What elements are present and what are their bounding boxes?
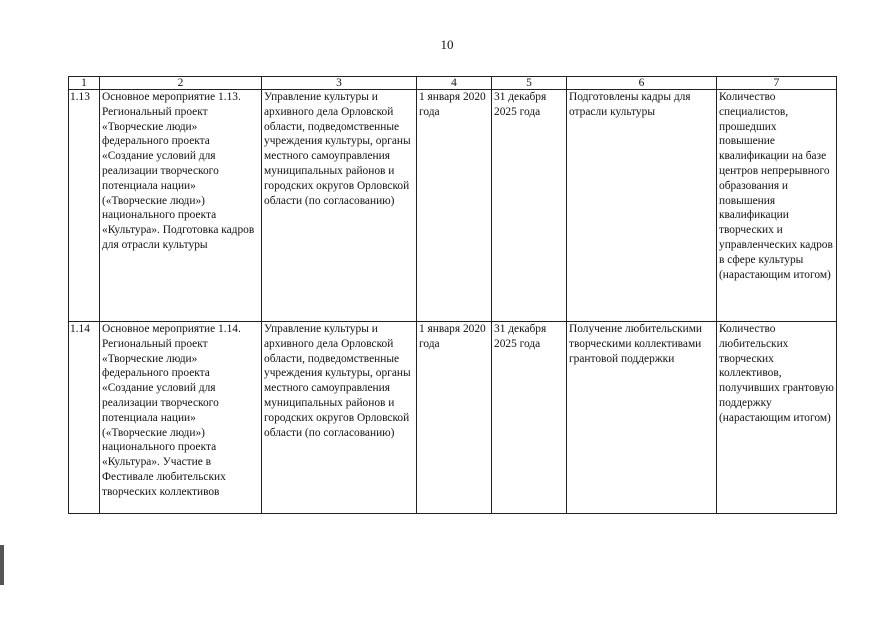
column-header: 3 — [262, 77, 417, 90]
result-cell: Получение любительскими творческими коллективами грантовой поддержки — [567, 322, 717, 514]
column-header: 2 — [100, 77, 262, 90]
start-date-cell: 1 января 2020 года — [417, 90, 492, 322]
row-number: 1.13 — [69, 90, 100, 322]
activities-table — [68, 76, 837, 514]
start-date-cell: 1 января 2020 года — [417, 322, 492, 514]
indicator-cell: Количество специалистов, прошедших повышение квалификации на базе центров непрерывного образования и повышения квалификации творческих и управленческих кадров в сфере культуры (нарастающим итогом) — [717, 90, 837, 322]
column-header: 5 — [492, 77, 567, 90]
header-row — [69, 77, 837, 90]
page-number: 10 — [440, 37, 454, 52]
end-date-cell: 31 декабря 2025 года — [492, 90, 567, 322]
event-cell: Основное мероприятие 1.14. Региональный проект «Творческие люди» федерального проекта «Создание условий для реализации творческого потенциала нации» («Творческие люди») национального проекта «Культура». Участие в Фестивале любительских творческих коллективов — [100, 322, 262, 514]
end-date-cell: 31 декабря 2025 года — [492, 322, 567, 514]
column-header: 6 — [567, 77, 717, 90]
row-number: 1.14 — [69, 322, 100, 514]
executor-cell: Управление культуры и архивного дела Орловской области, подведомственные учреждения культуры, органы местного самоуправления муниципальных районов и городских округов Орловской области (по согласованию) — [262, 90, 417, 322]
table-row — [69, 90, 837, 322]
result-cell: Подготовлены кадры для отрасли культуры — [567, 90, 717, 322]
table-row — [69, 322, 837, 514]
event-cell: Основное мероприятие 1.13. Региональный проект «Творческие люди» федерального проекта «Создание условий для реализации творческого потенциала нации» («Творческие люди») национального проекта «Культура». Подготовка кадров для отрасли культуры — [100, 90, 262, 322]
indicator-cell: Количество любительских творческих коллективов, получивших грантовую поддержку (нарастающим итогом) — [717, 322, 837, 514]
executor-cell: Управление культуры и архивного дела Орловской области, подведомственные учреждения культуры, органы местного самоуправления муниципальных районов и городских округов Орловской области (по согласованию) — [262, 322, 417, 514]
column-header: 7 — [717, 77, 837, 90]
column-header: 4 — [417, 77, 492, 90]
scan-edge-mark — [0, 545, 4, 585]
column-header: 1 — [69, 77, 100, 90]
